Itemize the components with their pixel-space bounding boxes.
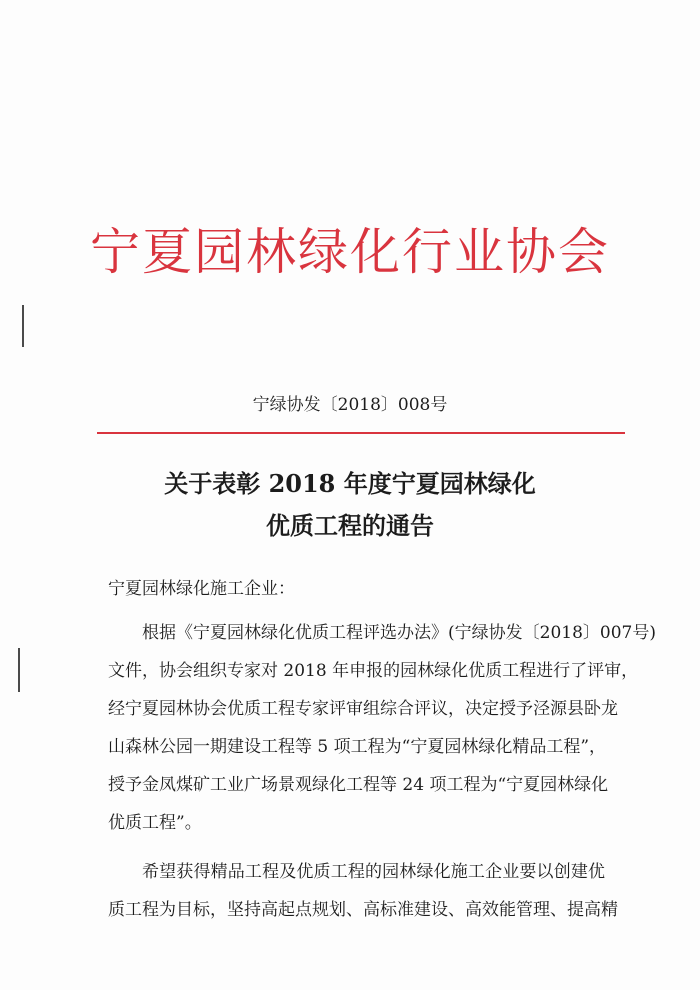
salutation: 宁夏园林绿化施工企业： <box>108 579 295 599</box>
paragraph-2-line-1: 希望获得精品工程及优质工程的园林绿化施工企业要以创建优 <box>142 862 605 882</box>
notice-title-line-1: 关于表彰 2018 年度宁夏园林绿化 <box>164 469 536 498</box>
notice-title-line-2: 优质工程的通告 <box>266 511 434 540</box>
paragraph-1-line-3: 经宁夏园林协会优质工程专家评审组综合评议，决定授予泾源县卧龙 <box>108 699 618 719</box>
organization-title: 宁夏园林绿化行业协会 <box>90 223 610 281</box>
paragraph-1-line-2: 文件，协会组织专家对 2018 年申报的园林绿化优质工程进行了评审， <box>108 661 639 681</box>
paragraph-1-line-6: 优质工程”。 <box>108 813 202 833</box>
binding-mark <box>18 648 20 692</box>
paragraph-1-line-1: 根据《宁夏园林绿化优质工程评选办法》(宁绿协发〔2018〕007号) <box>142 623 656 643</box>
document-number: 宁绿协发〔2018〕008号 <box>252 395 448 415</box>
red-divider-line <box>97 432 625 434</box>
binding-mark <box>22 305 24 347</box>
paragraph-2-line-2: 质工程为目标，坚持高起点规划、高标准建设、高效能管理、提高精 <box>108 900 618 920</box>
paragraph-1-line-4: 山森林公园一期建设工程等 5 项工程为“宁夏园林绿化精品工程”， <box>108 737 607 757</box>
paragraph-1-line-5: 授予金凤煤矿工业广场景观绿化工程等 24 项工程为“宁夏园林绿化 <box>108 775 609 795</box>
